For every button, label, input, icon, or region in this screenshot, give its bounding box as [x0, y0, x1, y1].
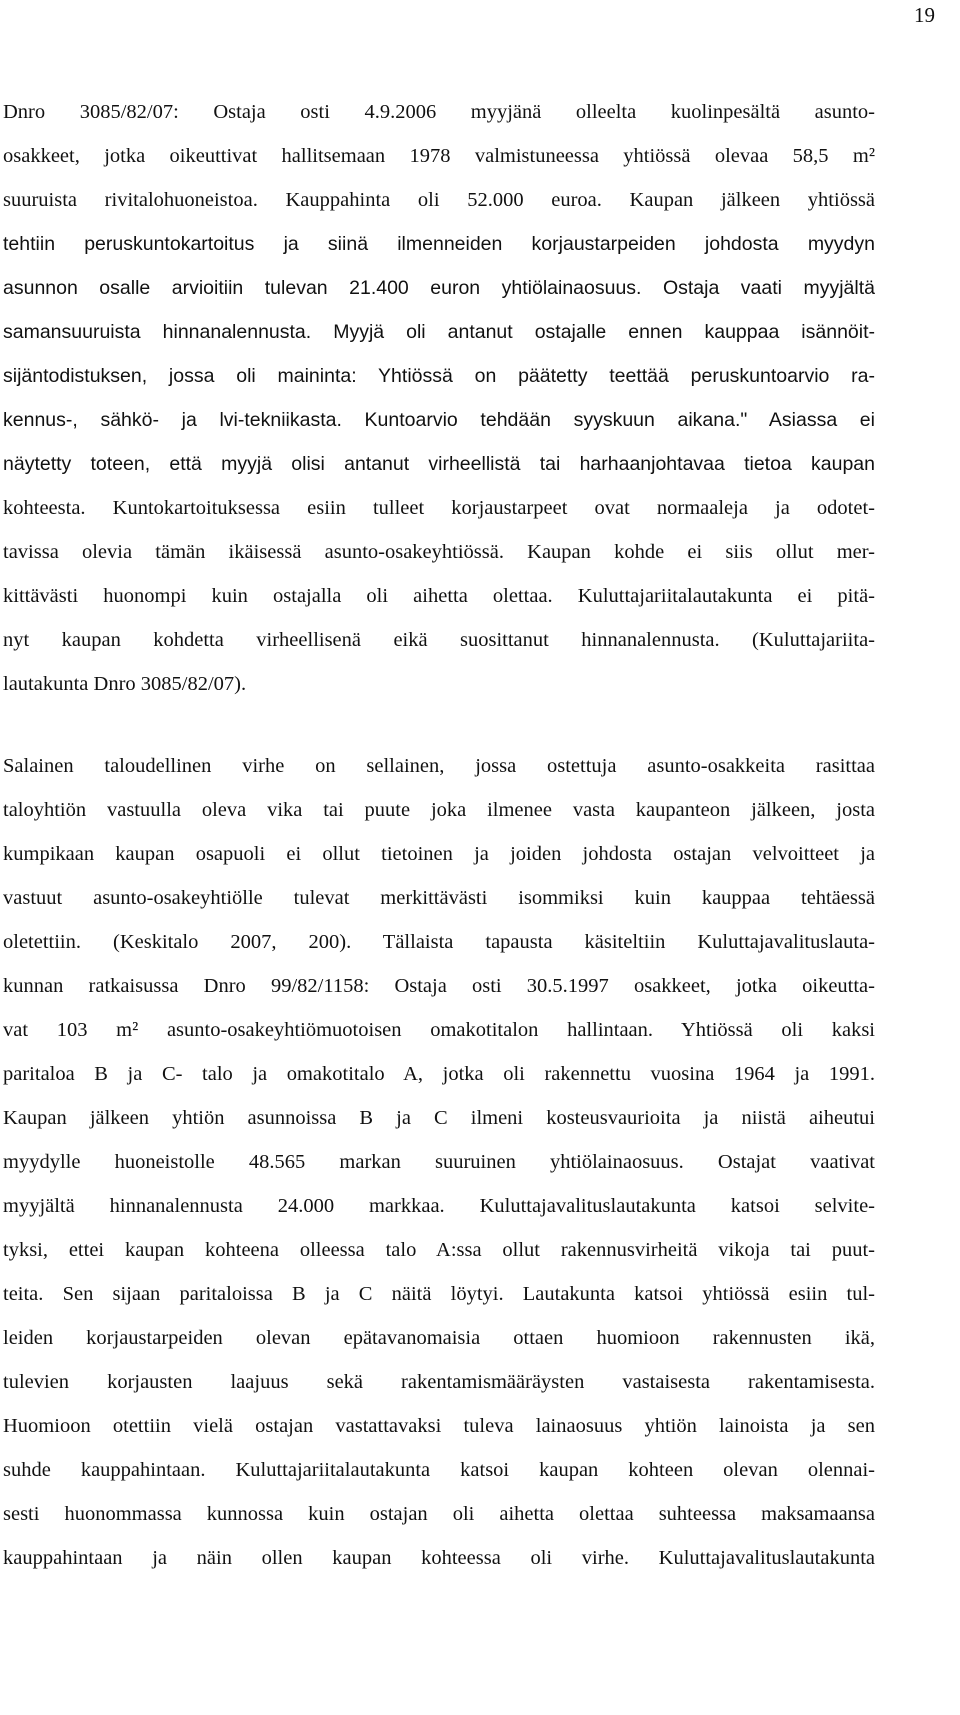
- page-number: 19: [914, 3, 935, 27]
- text-line: tavissa olevia tämän ikäisessä asunto-osakeyhtiössä. Kaupan kohde ei siis ollut mer-: [3, 541, 875, 563]
- text-line: kennus-, sähkö- ja lvi-tekniikasta. Kuntoarvio tehdään syyskuun aikana." Asiassa ei: [3, 409, 875, 431]
- text-line: suuruista rivitalohuoneistoa. Kauppahinta oli 52.000 euroa. Kaupan jälkeen yhtiössä: [3, 189, 875, 211]
- text-line: vat 103 m² asunto-osakeyhtiömuotoisen omakotitalon hallintaan. Yhtiössä oli kaksi: [3, 1019, 875, 1041]
- text-line: leiden korjaustarpeiden olevan epätavanomaisia ottaen huomioon rakennusten ikä,: [3, 1327, 875, 1349]
- text-line: osakkeet, jotka oikeuttivat hallitsemaan 1978 valmistuneessa yhtiössä olevaa 58,5 m²: [3, 145, 875, 167]
- case-paragraph-dnro-3085: [3, 90, 875, 706]
- text-line: tulevien korjausten laajuus sekä rakentamismääräysten vastaisesta rakentamisesta.: [3, 1371, 875, 1393]
- text-line: oletettiin. (Keskitalo 2007, 200). Tällaista tapausta käsiteltiin Kuluttajavalituslauta-: [3, 931, 875, 953]
- text-line: kunnan ratkaisussa Dnro 99/82/1158: Ostaja osti 30.5.1997 osakkeet, jotka oikeutta-: [3, 975, 875, 997]
- text-line: sijäntodistuksen, jossa oli maininta: Yhtiössä on päätetty teettää peruskuntoarvio ra-: [3, 365, 875, 387]
- text-line: paritaloa B ja C- talo ja omakotitalo A, jotka oli rakennettu vuosina 1964 ja 1991.: [3, 1063, 875, 1085]
- text-line: näytetty toteen, että myyjä olisi antanut virheellistä tai harhaanjohtavaa tietoa kaupan: [3, 453, 875, 475]
- text-line: Kaupan jälkeen yhtiön asunnoissa B ja C ilmeni kosteusvaurioita ja niistä aiheutui: [3, 1107, 875, 1129]
- hidden-economic-defect-paragraph: [3, 744, 875, 1580]
- text-line: tehtiin peruskuntokartoitus ja siinä ilmenneiden korjaustarpeiden johdosta myydyn: [3, 233, 875, 255]
- text-line: asunnon osalle arvioitiin tulevan 21.400 euron yhtiölainaosuus. Ostaja vaati myyjältä: [3, 277, 875, 299]
- text-line: teita. Sen sijaan paritaloissa B ja C näitä löytyi. Lautakunta katsoi yhtiössä esiin tul-: [3, 1283, 875, 1305]
- text-line: Huomioon otettiin vielä ostajan vastattavaksi tuleva lainaosuus yhtiön lainoista ja sen: [3, 1415, 875, 1437]
- text-line: kohteesta. Kuntokartoituksessa esiin tulleet korjaustarpeet ovat normaaleja ja odotet-: [3, 497, 875, 519]
- text-line: myyjältä hinnanalennusta 24.000 markkaa. Kuluttajavalituslautakunta katsoi selvite-: [3, 1195, 875, 1217]
- text-line: taloyhtiön vastuulla oleva vika tai puute joka ilmenee vasta kaupanteon jälkeen, josta: [3, 799, 875, 821]
- text-line: kittävästi huonompi kuin ostajalla oli aihetta olettaa. Kuluttajariitalautakunta ei pitä-: [3, 585, 875, 607]
- text-line: samansuuruista hinnanalennusta. Myyjä oli antanut ostajalle ennen kauppaa isännöit-: [3, 321, 875, 343]
- text-line: tyksi, ettei kaupan kohteena olleessa talo A:ssa ollut rakennusvirheitä vikoja tai puut-: [3, 1239, 875, 1261]
- text-line: kauppahintaan ja näin ollen kaupan kohteessa oli virhe. Kuluttajavalituslautakunta: [3, 1547, 875, 1569]
- text-line: Dnro 3085/82/07: Ostaja osti 4.9.2006 myyjänä olleelta kuolinpesältä asunto-: [3, 101, 875, 123]
- text-line: Salainen taloudellinen virhe on sellainen, jossa ostettuja asunto-osakkeita rasittaa: [3, 755, 875, 777]
- text-line: vastuut asunto-osakeyhtiölle tulevat merkittävästi isommiksi kuin kauppaa tehtäessä: [3, 887, 875, 909]
- text-line: sesti huonommassa kunnossa kuin ostajan oli aihetta olettaa suhteessa maksamaansa: [3, 1503, 875, 1525]
- text-line: nyt kaupan kohdetta virheellisenä eikä suosittanut hinnanalennusta. (Kuluttajariita-: [3, 629, 875, 651]
- text-line: kumpikaan kaupan osapuoli ei ollut tietoinen ja joiden johdosta ostajan velvoitteet ja: [3, 843, 875, 865]
- text-line: myydylle huoneistolle 48.565 markan suuruinen yhtiölainaosuus. Ostajat vaativat: [3, 1151, 875, 1173]
- text-line: lautakunta Dnro 3085/82/07).: [3, 673, 247, 695]
- text-line: suhde kauppahintaan. Kuluttajariitalautakunta katsoi kaupan kohteen olevan olennai-: [3, 1459, 875, 1481]
